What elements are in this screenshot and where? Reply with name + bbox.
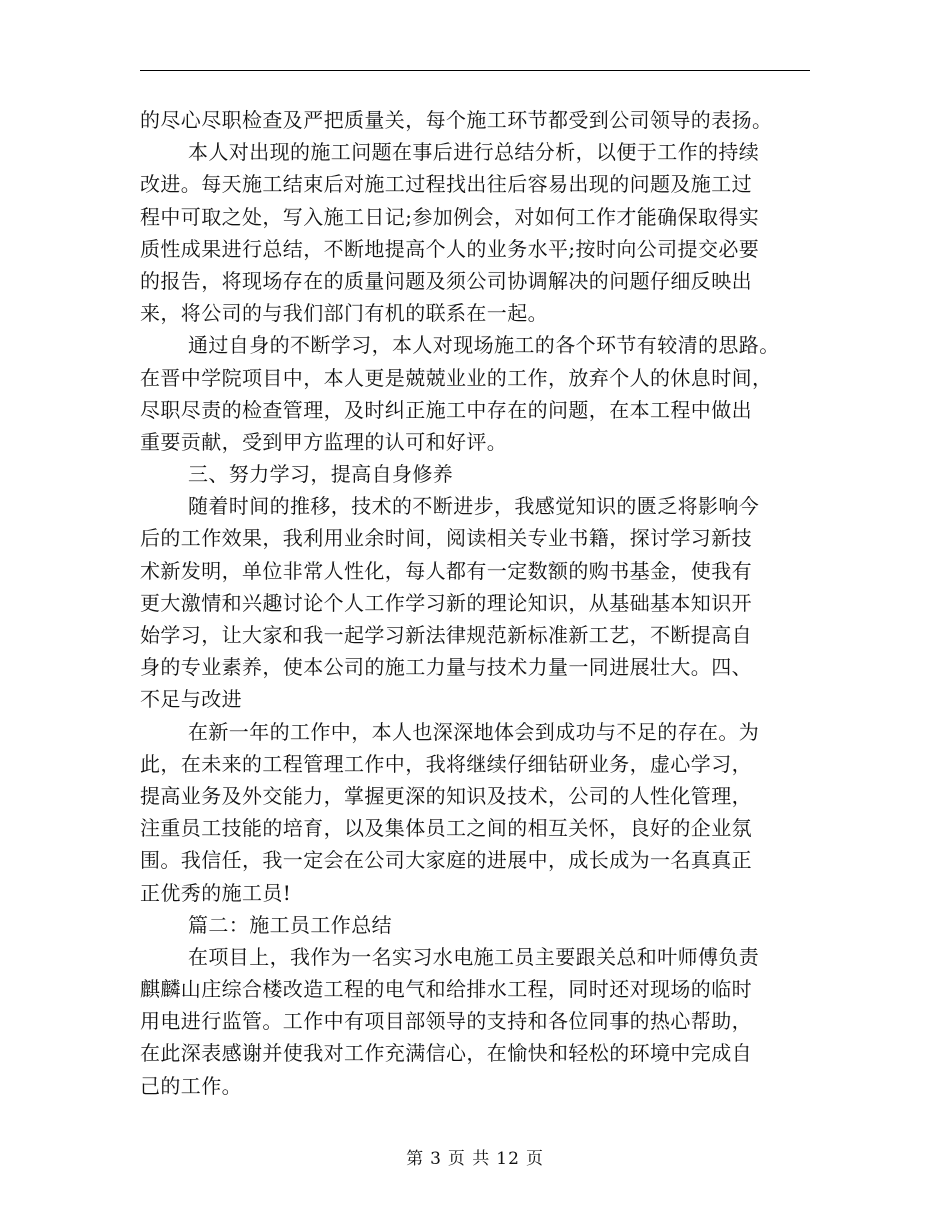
- text-line: 篇二：施工员工作总结: [188, 912, 392, 937]
- text-line: 随着时间的推移，技术的不断进步，我感觉知识的匮乏将影响今: [188, 494, 760, 519]
- text-line: 质性成果进行总结，不断地提高个人的业务水平;按时向公司提交必要: [140, 236, 760, 261]
- document-body: [140, 104, 812, 1102]
- text-line: 麒麟山庄综合楼改造工程的电气和给排水工程，同时还对现场的临时: [140, 977, 752, 1002]
- text-line: 尽职尽责的检查管理，及时纠正施工中存在的问题，在本工程中做出: [140, 397, 752, 422]
- text-line: 在此深表感谢并使我对工作充满信心，在愉快和轻松的环境中完成自: [140, 1041, 752, 1066]
- text-line: 更大激情和兴趣讨论个人工作学习新的理论知识，从基础基本知识开: [140, 590, 752, 615]
- text-line: 在项目上，我作为一名实习水电施工员主要跟关总和叶师傅负责: [188, 944, 760, 969]
- text-line: 在晋中学院项目中，本人更是兢兢业业的工作，放弃个人的休息时间，: [140, 365, 773, 390]
- text-line: 后的工作效果，我利用业余时间，阅读相关专业书籍，探讨学习新技: [140, 526, 752, 551]
- text-line: 术新发明，单位非常人性化，每人都有一定数额的购书基金，使我有: [140, 558, 752, 583]
- text-line: 来，将公司的与我们部门有机的联系在一起。: [140, 301, 548, 326]
- footer-current-page: 3: [430, 1149, 442, 1169]
- text-line: 通过自身的不断学习，本人对现场施工的各个环节有较清的思路。: [188, 333, 780, 358]
- text-line: 正优秀的施工员!: [140, 880, 292, 905]
- text-line: 改进。每天施工结束后对施工过程找出往后容易出现的问题及施工过: [140, 172, 752, 197]
- text-line: 程中可取之处，写入施工日记;参加例会，对如何工作才能确保取得实: [140, 204, 760, 229]
- text-line: 的报告，将现场存在的质量问题及须公司协调解决的问题仔细反映出: [140, 268, 752, 293]
- footer-suffix: 页: [525, 1149, 544, 1169]
- footer-prefix: 第: [406, 1149, 425, 1169]
- text-line: 本人对出现的施工问题在事后进行总结分析，以便于工作的持续: [188, 140, 760, 165]
- text-line: 三、努力学习，提高自身修养: [188, 462, 454, 487]
- text-line: 己的工作。: [140, 1073, 242, 1098]
- text-line: 此，在未来的工程管理工作中，我将继续仔细钻研业务，虚心学习，: [140, 751, 752, 776]
- text-line: 提高业务及外交能力，掌握更深的知识及技术，公司的人性化管理，: [140, 783, 752, 808]
- text-line: 的尽心尽职检查及严把质量关，每个施工环节都受到公司领导的表扬。: [140, 108, 773, 132]
- header-rule: [140, 70, 810, 71]
- text-line: 始学习，让大家和我一起学习新法律规范新标准新工艺，不断提高自: [140, 623, 752, 647]
- text-line: 不足与改进: [140, 687, 242, 712]
- text-line: 重要贡献，受到甲方监理的认可和好评。: [140, 429, 508, 454]
- footer-middle: 页 共: [447, 1149, 491, 1169]
- text-line: 身的专业素养，使本公司的施工力量与技术力量一同进展壮大。四、: [140, 655, 752, 680]
- text-line: 围。我信任，我一定会在公司大家庭的进展中，成长成为一名真真正: [140, 848, 752, 873]
- text-line: 用电进行监管。工作中有项目部领导的支持和各位同事的热心帮助，: [140, 1009, 752, 1034]
- page-footer: [0, 1144, 950, 1169]
- footer-total-pages: 12: [496, 1149, 520, 1169]
- text-line: 在新一年的工作中，本人也深深地体会到成功与不足的存在。为: [188, 719, 760, 744]
- text-line: 注重员工技能的培育，以及集体员工之间的相互关怀，良好的企业氛: [140, 816, 752, 841]
